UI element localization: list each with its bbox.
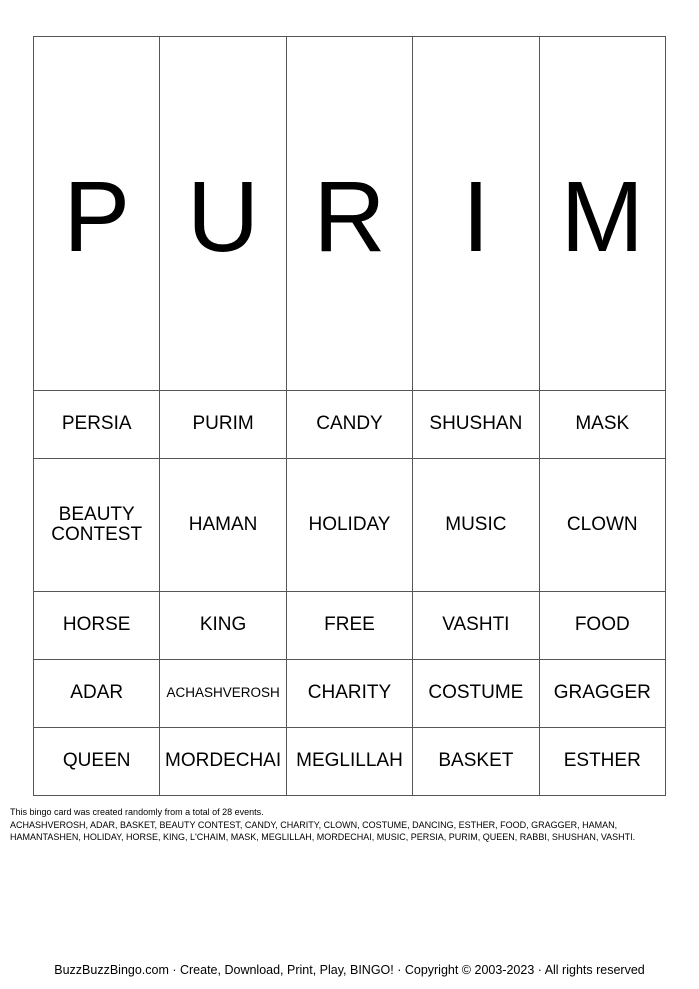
info-summary: This bingo card was created randomly from a total of 28 events. xyxy=(10,807,264,817)
info-events-list: ACHASHVEROSH, ADAR, BASKET, BEAUTY CONTEST, CANDY, CHARITY, CLOWN, COSTUME, DANCING, ESTHER, FOOD, GRAGGER, HAMAN, xyxy=(10,819,618,830)
card-cell: PURIM xyxy=(160,390,286,458)
card-cell: PERSIA xyxy=(34,390,160,458)
card-cell: HAMAN xyxy=(160,458,286,591)
card-cell: SHUSHAN xyxy=(413,390,539,458)
free-space-cell: FREE xyxy=(286,591,412,659)
card-cell: VASHTI xyxy=(413,591,539,659)
card-info xyxy=(10,806,690,844)
card-cell: QUEEN xyxy=(34,727,160,795)
card-cell: MEGLILLAH xyxy=(286,727,412,795)
card-cell: BEAUTY CONTEST xyxy=(34,458,160,591)
header-letter: P xyxy=(34,37,160,391)
card-cell: HOLIDAY xyxy=(286,458,412,591)
card-cell: CHARITY xyxy=(286,659,412,727)
card-row xyxy=(34,727,666,795)
card-cell: ADAR xyxy=(34,659,160,727)
card-cell: CANDY xyxy=(286,390,412,458)
card-cell: KING xyxy=(160,591,286,659)
header-row xyxy=(34,37,666,391)
card-cell: ESTHER xyxy=(539,727,665,795)
card-cell: BASKET xyxy=(413,727,539,795)
header-letter: R xyxy=(286,37,412,391)
info-events-list: HAMANTASHEN, HOLIDAY, HORSE, KING, L'CHAIM, MASK, MEGLILLAH, MORDECHAI, MUSIC, PERSIA, PURIM, QUEEN, RABBI, SHUSHAN, VASHTI. xyxy=(10,832,636,842)
bingo-card xyxy=(33,36,666,796)
card-cell: GRAGGER xyxy=(539,659,665,727)
card-cell: COSTUME xyxy=(413,659,539,727)
header-letter: U xyxy=(160,37,286,391)
card-cell: FOOD xyxy=(539,591,665,659)
card-cell: CLOWN xyxy=(539,458,665,591)
card-cell: ACHASHVEROSH xyxy=(160,659,286,727)
card-cell: MORDECHAI xyxy=(160,727,286,795)
card-cell: MUSIC xyxy=(413,458,539,591)
card-row xyxy=(34,390,666,458)
card-row xyxy=(34,458,666,591)
card-row xyxy=(34,591,666,659)
header-letter: I xyxy=(413,37,539,391)
card-cell: HORSE xyxy=(34,591,160,659)
card-cell: MASK xyxy=(539,390,665,458)
card-row xyxy=(34,659,666,727)
header-letter: M xyxy=(539,37,665,391)
footer-credit: BuzzBuzzBingo.com · Create, Download, Print, Play, BINGO! · Copyright © 2003-2023 · All rights reserved xyxy=(54,963,645,977)
